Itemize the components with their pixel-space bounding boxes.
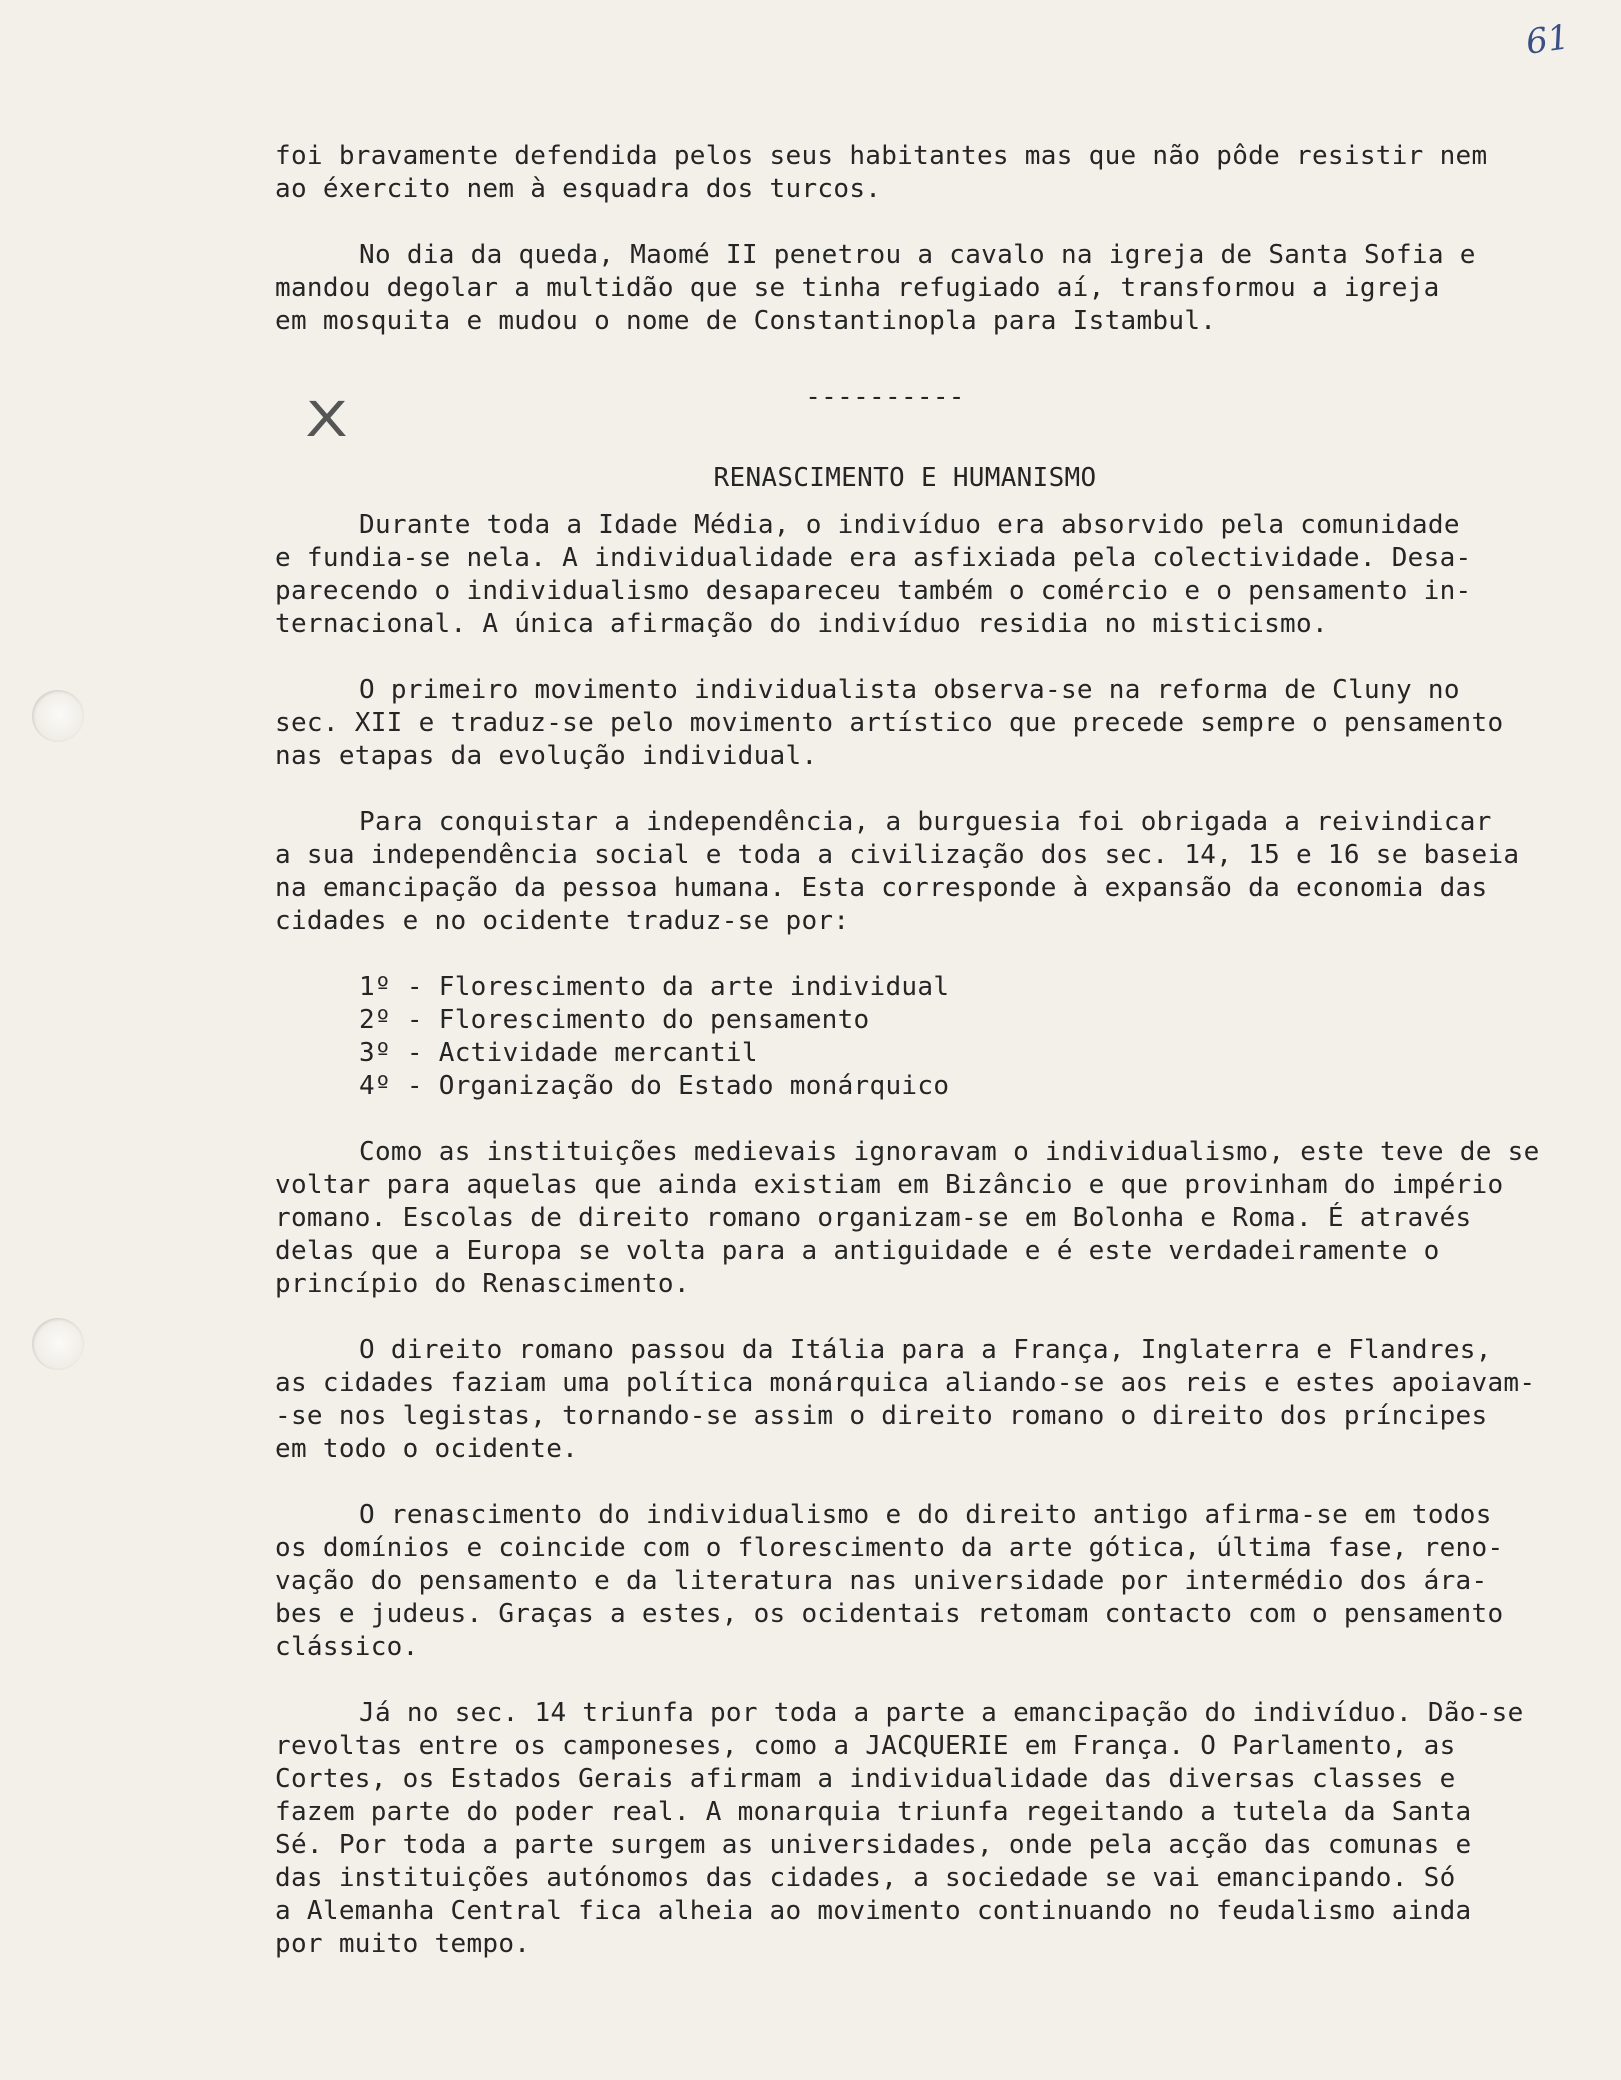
text-line: revoltas entre os camponeses, como a JACQUERIE em França. O Parlamento, as	[275, 1731, 1456, 1761]
text-line: Cortes, os Estados Gerais afirmam a individualidade das diversas classes e	[275, 1764, 1456, 1794]
paragraph	[275, 1136, 1585, 1301]
text-line: delas que a Europa se volta para a antiguidade e é este verdadeiramente o	[275, 1236, 1440, 1266]
text-line: parecendo o individualismo desapareceu também o comércio e o pensamento in-	[275, 576, 1472, 606]
text-line: Durante toda a Idade Média, o indivíduo era absorvido pela comunidade	[359, 510, 1460, 540]
text-line: romano. Escolas de direito romano organizam-se em Bolonha e Roma. É através	[275, 1203, 1472, 1233]
paragraph	[275, 806, 1585, 938]
paragraph	[275, 509, 1585, 641]
text-line: Já no sec. 14 triunfa por toda a parte a emancipação do indivíduo. Dão-se	[359, 1698, 1524, 1728]
punch-hole-top	[32, 690, 84, 742]
text-line: O direito romano passou da Itália para a França, Inglaterra e Flandres,	[359, 1335, 1492, 1365]
text-line: cidades e no ocidente traduz-se por:	[275, 906, 850, 936]
text-line: Sé. Por toda a parte surgem as universidades, onde pela acção das comunas e	[275, 1830, 1472, 1860]
text-line: ternacional. A única afirmação do indivíduo residia no misticismo.	[275, 609, 1328, 639]
section-divider: ----------	[805, 382, 965, 412]
text-line: -se nos legistas, tornando-se assim o direito romano o direito dos príncipes	[275, 1401, 1488, 1431]
text-line: em mosquita e mudou o nome de Constantinopla para Istambul.	[275, 306, 1217, 336]
typed-text-body	[275, 140, 1585, 1961]
text-line: bes e judeus. Graças a estes, os ocidentais retomam contacto com o pensamento	[275, 1599, 1504, 1629]
punch-hole-bottom	[32, 1318, 84, 1370]
text-line: Como as instituições medievais ignoravam o individualismo, este teve de se	[359, 1137, 1540, 1167]
text-line: na emancipação da pessoa humana. Esta corresponde à expansão da economia das	[275, 873, 1488, 903]
text-line: O primeiro movimento individualista observa-se na reforma de Cluny no	[359, 675, 1460, 705]
text-line: mandou degolar a multidão que se tinha refugiado aí, transformou a igreja	[275, 273, 1440, 303]
text-line: voltar para aquelas que ainda existiam em Bizâncio e que provinham do império	[275, 1170, 1504, 1200]
page-number: 61	[1523, 17, 1572, 63]
text-line: das instituições autónomos das cidades, a sociedade se vai emancipando. Só	[275, 1863, 1456, 1893]
text-line: por muito tempo.	[275, 1929, 531, 1959]
text-line: a sua independência social e toda a civilização dos sec. 14, 15 e 16 se baseia	[275, 840, 1520, 870]
text-line: No dia da queda, Maomé II penetrou a cavalo na igreja de Santa Sofia e	[359, 240, 1476, 270]
list-item: 2º - Florescimento do pensamento	[359, 1005, 870, 1035]
numbered-list	[275, 971, 1585, 1103]
paragraph	[275, 140, 1585, 206]
text-line: princípio do Renascimento.	[275, 1269, 690, 1299]
text-line: O renascimento do individualismo e do direito antigo afirma-se em todos	[359, 1500, 1492, 1530]
paragraph	[275, 1499, 1585, 1664]
list-item: 3º - Actividade mercantil	[359, 1038, 758, 1068]
text-line: em todo o ocidente.	[275, 1434, 579, 1464]
text-line: vação do pensamento e da literatura nas universidade por intermédio dos ára-	[275, 1566, 1488, 1596]
text-line: a Alemanha Central fica alheia ao movimento continuando no feudalismo ainda	[275, 1896, 1472, 1926]
margin-x-mark: X	[305, 392, 348, 448]
text-line: os domínios e coincide com o florescimento da arte gótica, última fase, reno-	[275, 1533, 1504, 1563]
paragraph	[275, 1334, 1585, 1466]
text-line: nas etapas da evolução individual.	[275, 741, 818, 771]
text-line: sec. XII e traduz-se pelo movimento artístico que precede sempre o pensamento	[275, 708, 1504, 738]
list-item: 4º - Organização do Estado monárquico	[359, 1071, 950, 1101]
text-line: foi bravamente defendida pelos seus habitantes mas que não pôde resistir nem	[275, 141, 1488, 171]
text-line: e fundia-se nela. A individualidade era asfixiada pela colectividade. Desa-	[275, 543, 1472, 573]
text-line: as cidades faziam uma política monárquica aliando-se aos reis e estes apoiavam-	[275, 1368, 1536, 1398]
text-line: fazem parte do poder real. A monarquia triunfa regeitando a tutela da Santa	[275, 1797, 1472, 1827]
text-line: ao éxercito nem à esquadra dos turcos.	[275, 174, 882, 204]
paragraph	[275, 239, 1585, 338]
paragraph	[275, 674, 1585, 773]
list-item: 1º - Florescimento da arte individual	[359, 972, 950, 1002]
text-line: Para conquistar a independência, a burguesia foi obrigada a reivindicar	[359, 807, 1492, 837]
text-line: clássico.	[275, 1632, 419, 1662]
paragraph	[275, 1697, 1585, 1961]
section-title: RENASCIMENTO E HUMANISMO	[713, 463, 1097, 493]
